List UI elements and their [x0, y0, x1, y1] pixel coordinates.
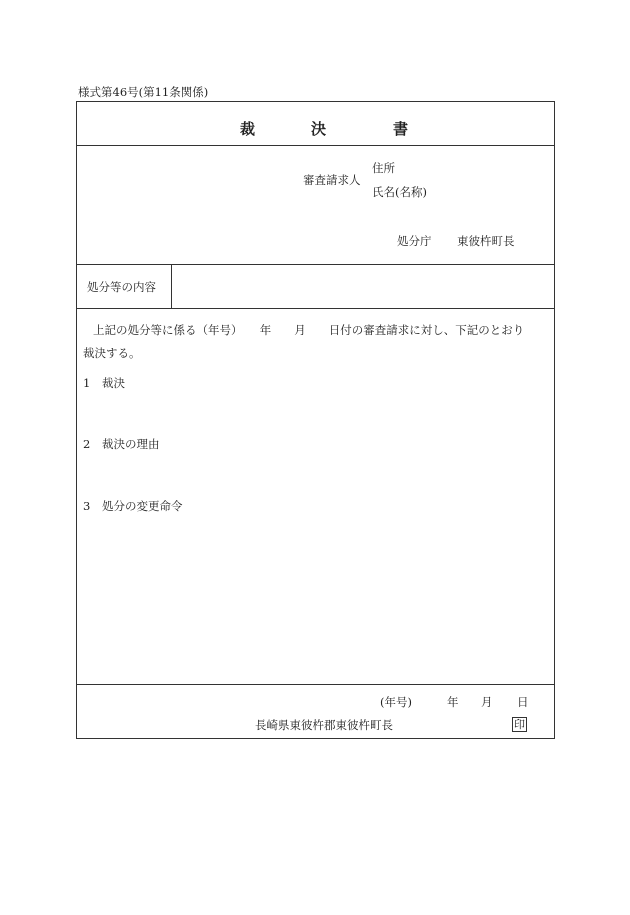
seal-mark: [512, 717, 527, 732]
divider: [77, 308, 554, 309]
decision-item-2: [83, 433, 159, 455]
form-number-label: 様式第46号(第11条関係): [78, 85, 209, 99]
disposition-content-label: 処分等の内容: [87, 280, 156, 294]
name-label: 氏名(名称): [372, 185, 427, 199]
address-label: 住所: [372, 161, 395, 175]
title-char-3: 書: [393, 120, 409, 138]
decision-form-frame: [76, 101, 555, 739]
authority-value: 東彼杵町長: [457, 234, 515, 248]
item-number: 3: [83, 499, 91, 513]
authority-label: 処分庁: [397, 234, 432, 248]
item-text: 裁決: [101, 376, 125, 390]
title-char-2: 決: [311, 120, 327, 138]
divider: [77, 684, 554, 685]
item-number: 2: [83, 437, 91, 451]
divider: [171, 264, 172, 308]
era-label: (年号): [380, 695, 412, 709]
divider: [77, 264, 554, 265]
decision-intro-line-1: 上記の処分等に係る（年号） 年 月 日付の審査請求に対し、下記のとおり: [93, 323, 525, 337]
month-label: 月: [481, 695, 493, 709]
issuer-name: 長崎県東彼杵郡東彼杵町長: [255, 718, 393, 732]
decision-item-1: [83, 372, 125, 394]
day-label: 日: [517, 695, 529, 709]
item-text: 裁決の理由: [101, 437, 160, 451]
requester-label: 審査請求人: [303, 173, 361, 187]
item-text: 処分の変更命令: [101, 499, 183, 513]
decision-item-3: [83, 495, 182, 517]
year-label: 年: [447, 695, 459, 709]
title-char-1: 裁: [240, 120, 256, 138]
decision-intro-line-2: 裁決する。: [83, 346, 141, 360]
item-number: 1: [83, 376, 91, 390]
seal-icon: 印: [514, 718, 525, 731]
divider: [77, 145, 554, 146]
